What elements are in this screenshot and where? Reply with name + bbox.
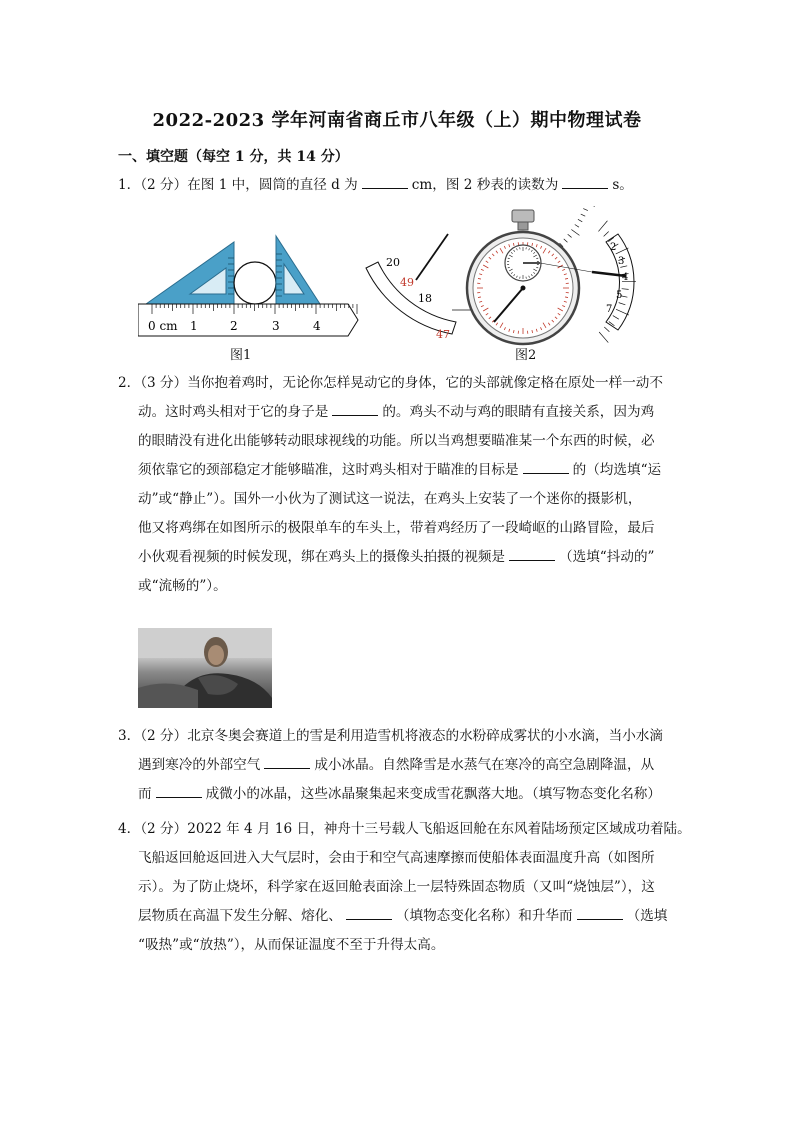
right-scale-label-4: 4	[622, 272, 629, 283]
q1-text-a: 1．（2 分）在图 1 中，圆筒的直径 d 为	[118, 177, 358, 193]
q3-text-2b: 成小冰晶。自然降雪是水蒸气在寒冷的高空急剧降温，从	[314, 757, 655, 773]
ruler-label-3: 3	[272, 319, 280, 333]
q1-blank-1	[362, 174, 408, 189]
q4-text-4b: （填物态变化名称）和升华而	[395, 908, 573, 924]
scale-label-20: 20	[386, 256, 400, 269]
q4-blank-1	[346, 905, 392, 920]
right-scale-label-2: 2	[610, 242, 617, 253]
q2-text-4b: 的（均选填“运	[572, 462, 662, 478]
right-scale-label-7: 7	[606, 304, 613, 315]
q2-text-7a: 小伙观看视频的时候发现，绑在鸡头上的摄像头拍摄的视频是	[138, 549, 506, 565]
q3-blank-1	[264, 754, 310, 769]
q2-line-8: 或“流畅的”）。	[138, 578, 227, 594]
right-scale-label-5: 5	[616, 290, 623, 301]
q4-text-4c: （选填	[626, 908, 668, 924]
scale-label-47: 47	[436, 328, 450, 341]
right-scale-label-3: 3	[618, 256, 625, 267]
q4-line-2: 飞船返回舱返回进入大气层时，会由于和空气高速摩擦而使船体表面温度升高（如图所	[138, 850, 655, 866]
ruler-label-0: 0 cm	[148, 319, 178, 333]
figure-2-stopwatch-diagram	[360, 206, 650, 346]
figure-1-ruler-diagram	[138, 228, 368, 340]
q4-line-1: 4．（2 分）2022 年 4 月 16 日，神舟十三号载人飞船返回舱在东风着陆场预定区域成功着陆。	[118, 821, 691, 837]
q3-line-1: 3．（2 分）北京冬奥会赛道上的雪是利用造雪机将液态的水粉碎成雾状的小水滴，当小水滴	[118, 728, 663, 744]
q3-blank-2	[156, 783, 202, 798]
q3-text-2a: 遇到寒冷的外部空气	[138, 757, 261, 773]
ruler-label-1: 1	[190, 319, 198, 333]
q2-line-3: 的眼睛没有进化出能够转动眼球视线的功能。所以当鸡想要瞄准某一个东西的时候，必	[138, 433, 655, 449]
q3-text-3b: 成微小的冰晶，这些冰晶聚集起来变成雪花飘落大地。（填写物态变化名称）	[205, 786, 661, 802]
ruler-label-2: 2	[230, 319, 238, 333]
stopwatch-crown	[512, 210, 534, 222]
left-scale-pointer	[416, 234, 448, 280]
figure-1-caption: 图1	[230, 348, 252, 363]
cylinder-cross-section	[234, 262, 276, 304]
q4-line-3: 示）。为了防止烧坏，科学家在返回舱表面涂上一层特殊固态物质（又叫“烧蚀层”），这	[138, 879, 655, 895]
question-4	[118, 815, 691, 960]
q3-text-3a: 而	[138, 786, 152, 802]
scale-label-49: 49	[400, 276, 414, 289]
q4-text-4a: 层物质在高温下发生分解、熔化、	[138, 908, 342, 924]
scale-label-18: 18	[418, 292, 432, 305]
question-3	[118, 722, 678, 809]
magnified-scale-left	[366, 262, 456, 334]
q2-text-2b: 的。鸡头不动与鸡的眼睛有直接关系，因为鸡	[382, 404, 655, 420]
q4-blank-2	[577, 905, 623, 920]
q2-text-4a: 须依靠它的颈部稳定才能够瞄准，这时鸡头相对于瞄准的目标是	[138, 462, 519, 478]
q1-blank-2	[562, 174, 608, 189]
q2-blank-3	[509, 546, 555, 561]
q1-text-c: s。	[612, 177, 633, 193]
question-1	[118, 171, 678, 200]
figure-2-caption: 图2	[515, 348, 537, 363]
q2-blank-1	[332, 401, 378, 416]
chicken-bike-photo	[138, 628, 272, 708]
section-heading: 一、填空题（每空 1 分，共 14 分）	[118, 149, 349, 165]
page-title: 2022-2023 学年河南省商丘市八年级（上）期中物理试卷	[152, 110, 642, 131]
q2-text-7b: （选填“抖动的”	[559, 549, 655, 565]
q1-text-b: cm，图 2 秒表的读数为	[411, 177, 559, 193]
question-2	[118, 369, 678, 601]
q4-line-5: “吸热”或“放热”），从而保证温度不至于升得太高。	[138, 937, 445, 953]
q2-text-2a: 动。这时鸡头相对于它的身子是	[138, 404, 329, 420]
q2-line-5: 动”或“静止”）。国外一小伙为了测试这一说法，在鸡头上安装了一个迷你的摄影机，	[138, 491, 642, 507]
q2-line-1: 2．（3 分）当你抱着鸡时，无论你怎样晃动它的身体，它的头部就像定格在原处一样一动不	[118, 375, 663, 391]
q2-line-6: 他又将鸡绑在如图所示的极限单车的车头上，带着鸡经历了一段崎岖的山路冒险，最后	[138, 520, 655, 536]
q2-blank-2	[523, 459, 569, 474]
ruler-label-4: 4	[313, 319, 321, 333]
